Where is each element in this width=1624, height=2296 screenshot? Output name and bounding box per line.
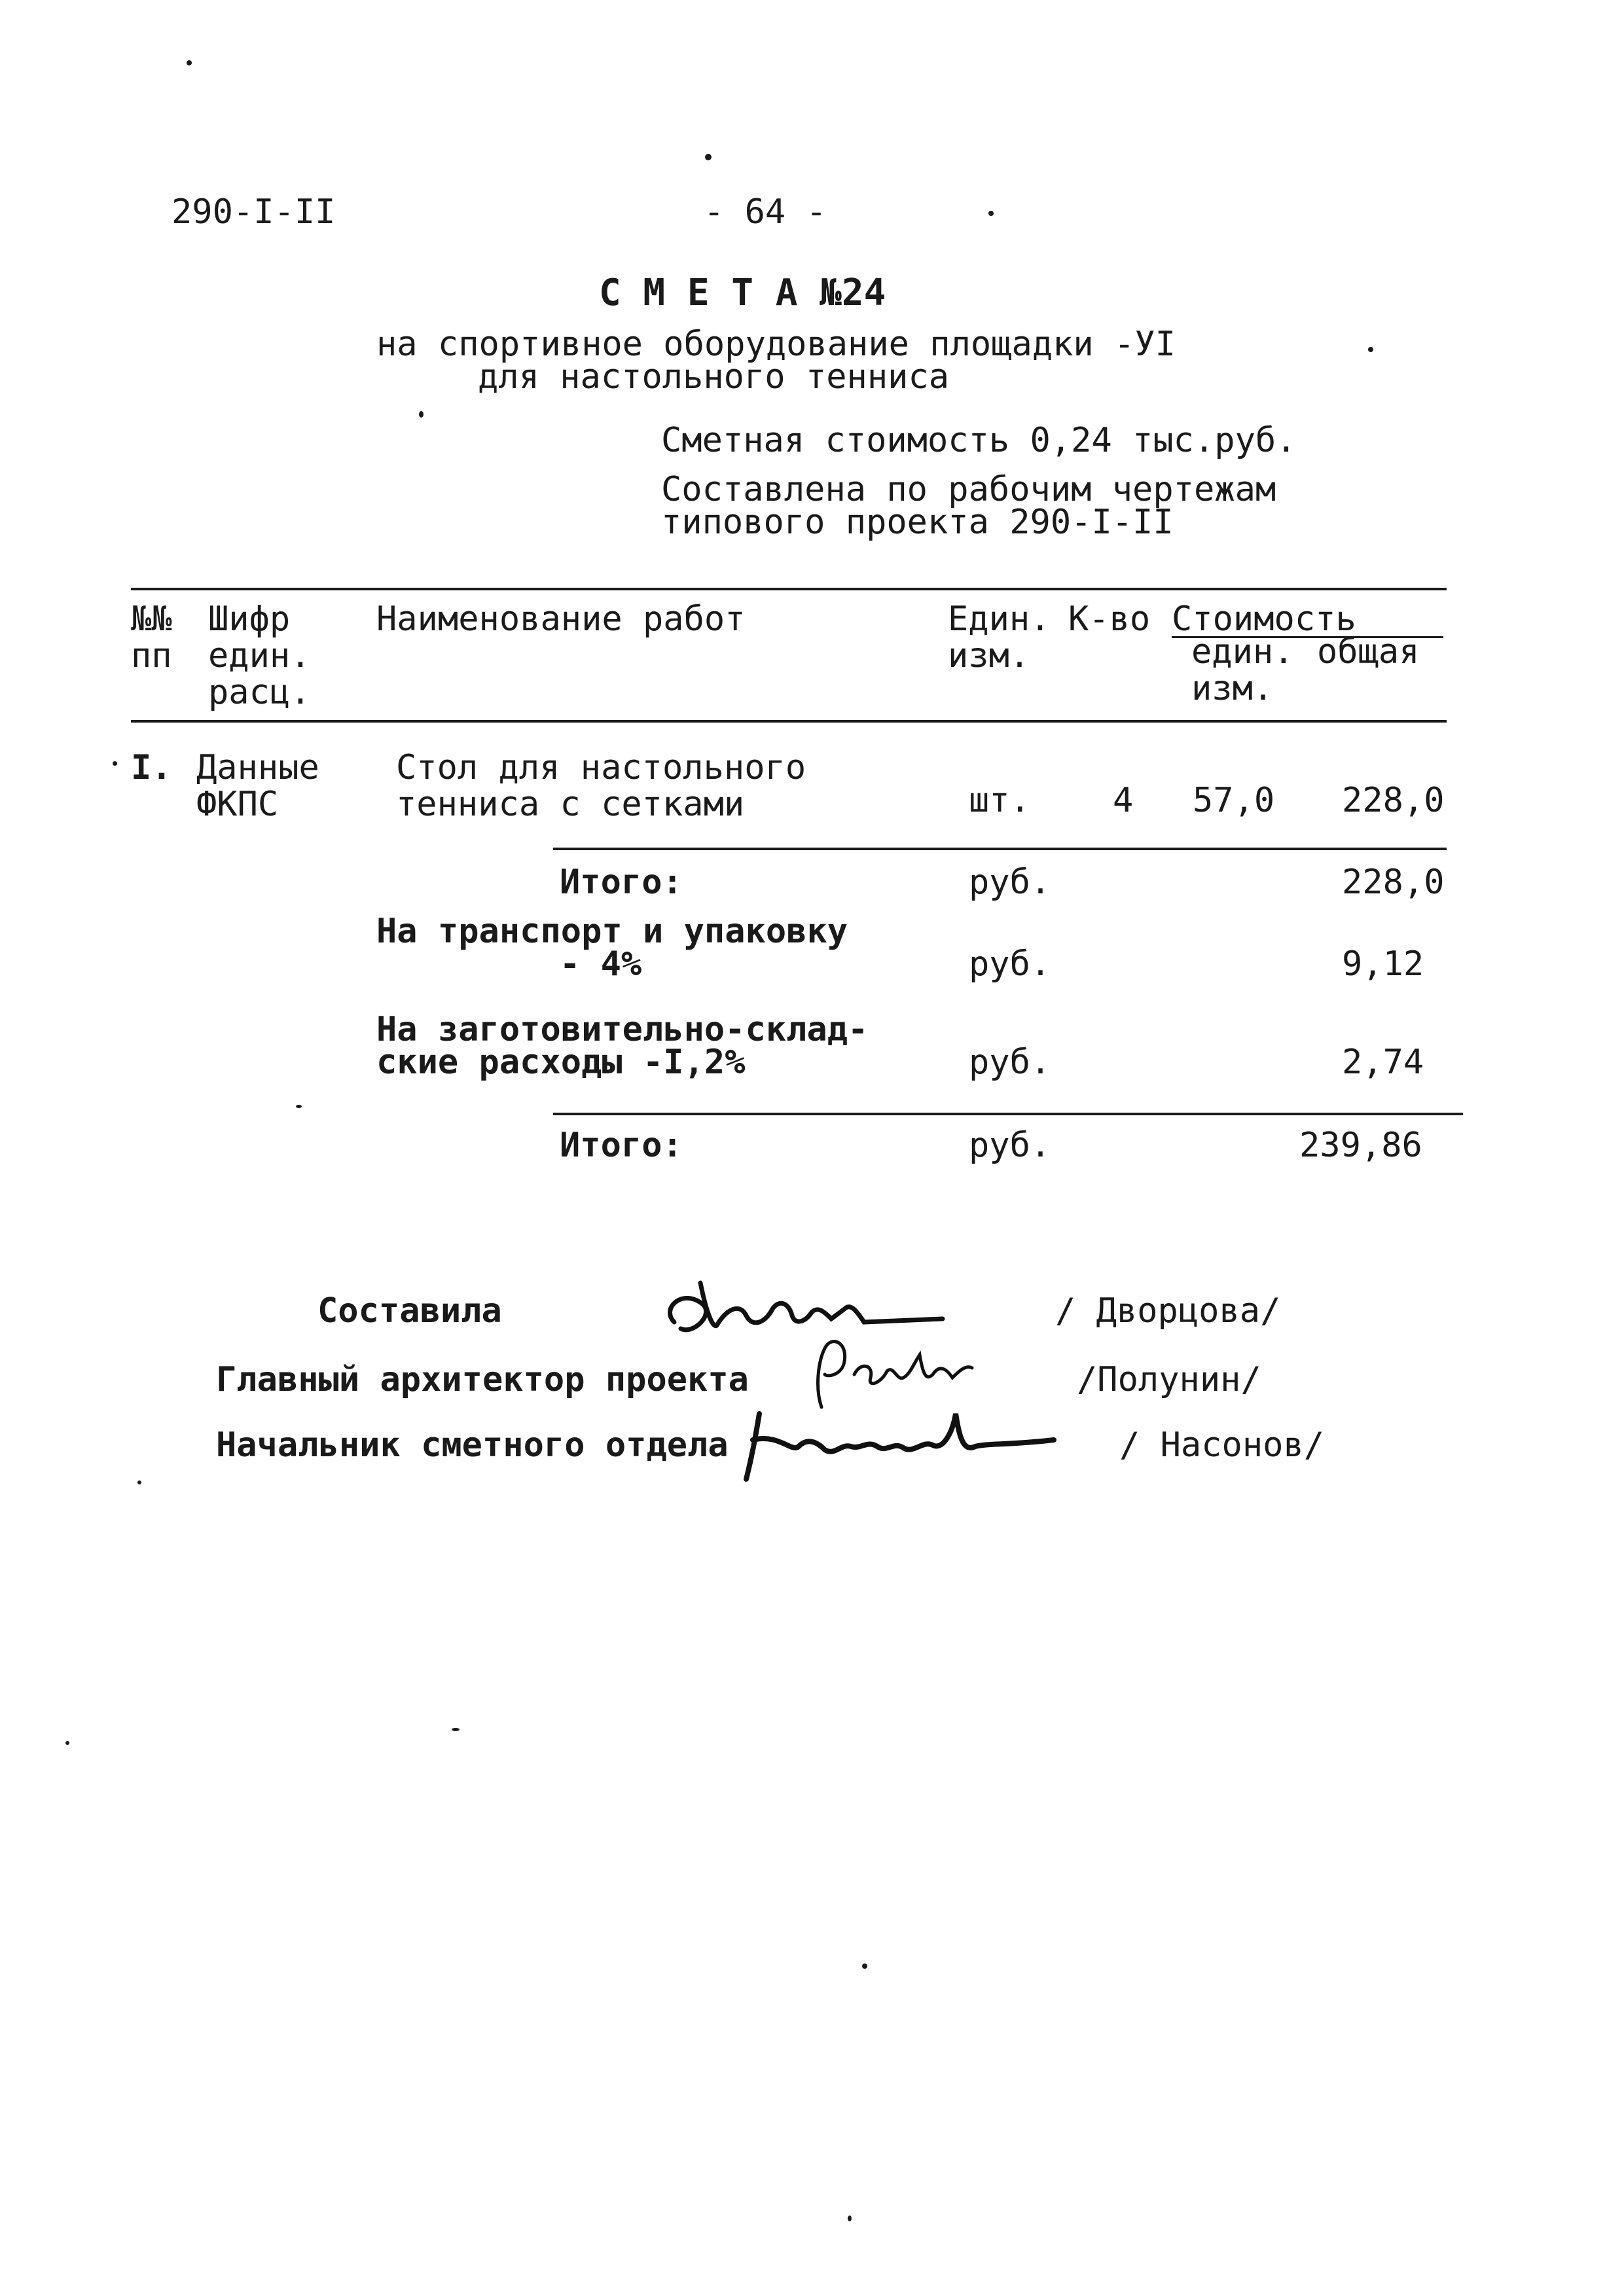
scan-speck (452, 1728, 460, 1731)
storage-total: 2,74 (1342, 1043, 1424, 1082)
row-unit-cost: 57,0 (1193, 781, 1275, 820)
transport-unit: руб. (969, 944, 1051, 984)
scan-speck (848, 2215, 852, 2221)
handwritten-signature-head (727, 1394, 1067, 1492)
subtotal-label: Итого: (560, 863, 683, 902)
subtitle-line-1: на спортивное оборудование площадки -УI (376, 325, 1176, 364)
signature-name-compiler: / Дворцова/ (1055, 1291, 1281, 1331)
scan-speck (419, 411, 424, 418)
transport-label-1: На транспорт и упаковку (376, 912, 848, 951)
header-qty: К-во (1068, 600, 1151, 639)
row-code: Данные ФКПС (196, 748, 319, 824)
compiled-line-2: типового проекта 290-I-II (661, 503, 1174, 542)
document-title: С М Е Т А №24 (599, 272, 886, 314)
grand-total-value: 239,86 (1299, 1126, 1422, 1165)
scan-speck (862, 1964, 867, 1969)
header-num: №№ пп (131, 600, 172, 675)
signature-role-compiler: Составила (317, 1291, 502, 1331)
subtotal-unit: руб. (969, 863, 1051, 902)
row-name: Стол для настольного тенниса с сетками (396, 748, 806, 824)
page-number: - 64 - (704, 192, 827, 232)
row-qty: 4 (1113, 781, 1134, 820)
header-unit: Един. изм. (948, 600, 1051, 675)
scan-speck (1368, 347, 1373, 352)
scan-speck (296, 1105, 302, 1108)
grand-total-label: Итого: (560, 1126, 683, 1165)
scan-speck (113, 761, 117, 766)
storage-label-1: На заготовительно-склад- (376, 1010, 869, 1049)
scan-speck (65, 1741, 69, 1745)
subtotal-total: 228,0 (1342, 863, 1445, 902)
transport-total: 9,12 (1342, 944, 1424, 984)
row-num: I. (131, 748, 172, 787)
row-unit: шт. (969, 781, 1030, 820)
scan-speck (187, 60, 192, 65)
transport-label-2: - 4% (560, 944, 642, 984)
signature-role-architect: Главный архитектор проекта (216, 1360, 749, 1399)
document-code: 290-I-II (171, 192, 336, 232)
estimated-cost: Сметная стоимость 0,24 тыс.руб. (661, 421, 1297, 460)
subtitle-line-2: для настольного тенниса (478, 357, 950, 397)
scan-speck (988, 211, 994, 216)
subtotal-rule (553, 848, 1447, 850)
table-top-rule (131, 588, 1447, 590)
grand-total-rule (553, 1113, 1463, 1115)
grand-total-unit: руб. (969, 1126, 1051, 1165)
row-total: 228,0 (1342, 781, 1445, 820)
table-header-rule (131, 720, 1447, 723)
header-name: Наименование работ (376, 600, 746, 639)
header-code: Шифр един. расц. (208, 600, 311, 712)
storage-unit: руб. (969, 1043, 1051, 1082)
scan-speck (705, 154, 712, 160)
scan-speck (137, 1480, 141, 1484)
compiled-line-1: Составлена по рабочим чертежам (661, 470, 1276, 509)
header-cost: Стоимость (1172, 600, 1356, 639)
header-cost-total: общая (1317, 632, 1420, 672)
signature-name-architect: /Полунин/ (1077, 1360, 1261, 1399)
header-cost-unit: един. изм. (1191, 632, 1294, 708)
signature-name-head: / Насонов/ (1119, 1426, 1325, 1465)
storage-label-2: ские расходы -I,2% (376, 1043, 746, 1082)
signature-role-head: Начальник сметного отдела (216, 1426, 729, 1465)
